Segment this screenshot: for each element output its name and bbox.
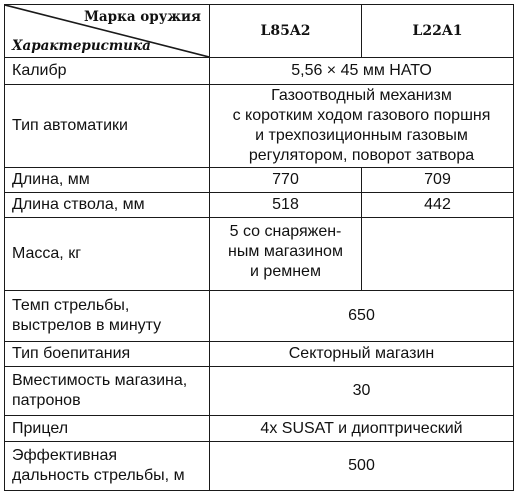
- row-label-sight: Прицел: [5, 416, 210, 442]
- value-effective-range: 500: [210, 442, 514, 491]
- value-sight: 4x SUSAT и диоптрический: [210, 416, 514, 442]
- table-row: [5, 416, 514, 442]
- row-label-mass: Масса, кг: [5, 218, 210, 291]
- table-row: [5, 342, 514, 367]
- value-barrel-length-l85a2: 518: [210, 193, 362, 218]
- table-row: [5, 58, 514, 85]
- row-label-magazine-capacity: Вместимость магазина, патронов: [5, 367, 210, 416]
- value-feed-type: Секторный магазин: [210, 342, 514, 367]
- table-row: [5, 168, 514, 193]
- row-label-effective-range: Эффективная дальность стрельбы, м: [5, 442, 210, 491]
- table-row: [5, 442, 514, 491]
- value-length-l85a2: 770: [210, 168, 362, 193]
- table-row: [5, 367, 514, 416]
- row-label-barrel-length: Длина ствола, мм: [5, 193, 210, 218]
- weapon-brand-header: Марка оружия: [83, 9, 201, 25]
- weapon-spec-table: [4, 4, 514, 491]
- model-header-l22a1: L22A1: [362, 5, 514, 58]
- table-row: [5, 291, 514, 342]
- value-mass-l85a2: 5 со снаряжен- ным магазином и ремнем: [210, 218, 362, 291]
- table-row: [5, 218, 514, 291]
- row-label-feed-type: Тип боепитания: [5, 342, 210, 367]
- row-label-length: Длина, мм: [5, 168, 210, 193]
- characteristic-header: Характеристика: [12, 38, 151, 54]
- row-label-automatics: Тип автоматики: [5, 85, 210, 168]
- header-diagonal-cell: [5, 5, 210, 58]
- value-length-l22a1: 709: [362, 168, 514, 193]
- value-barrel-length-l22a1: 442: [362, 193, 514, 218]
- table-header-row: [5, 5, 514, 58]
- value-caliber: 5,56 × 45 мм НАТО: [210, 58, 514, 85]
- value-mass-l22a1: [362, 218, 514, 291]
- value-automatics: Газоотводный механизм с коротким ходом газового поршня и трехпозиционным газовым регулятором, поворот затвора: [210, 85, 514, 168]
- value-magazine-capacity: 30: [210, 367, 514, 416]
- table-row: [5, 193, 514, 218]
- value-rate-of-fire: 650: [210, 291, 514, 342]
- row-label-rate-of-fire: Темп стрельбы, выстрелов в минуту: [5, 291, 210, 342]
- row-label-caliber: Калибр: [5, 58, 210, 85]
- model-header-l85a2: L85A2: [210, 5, 362, 58]
- table-row: [5, 85, 514, 168]
